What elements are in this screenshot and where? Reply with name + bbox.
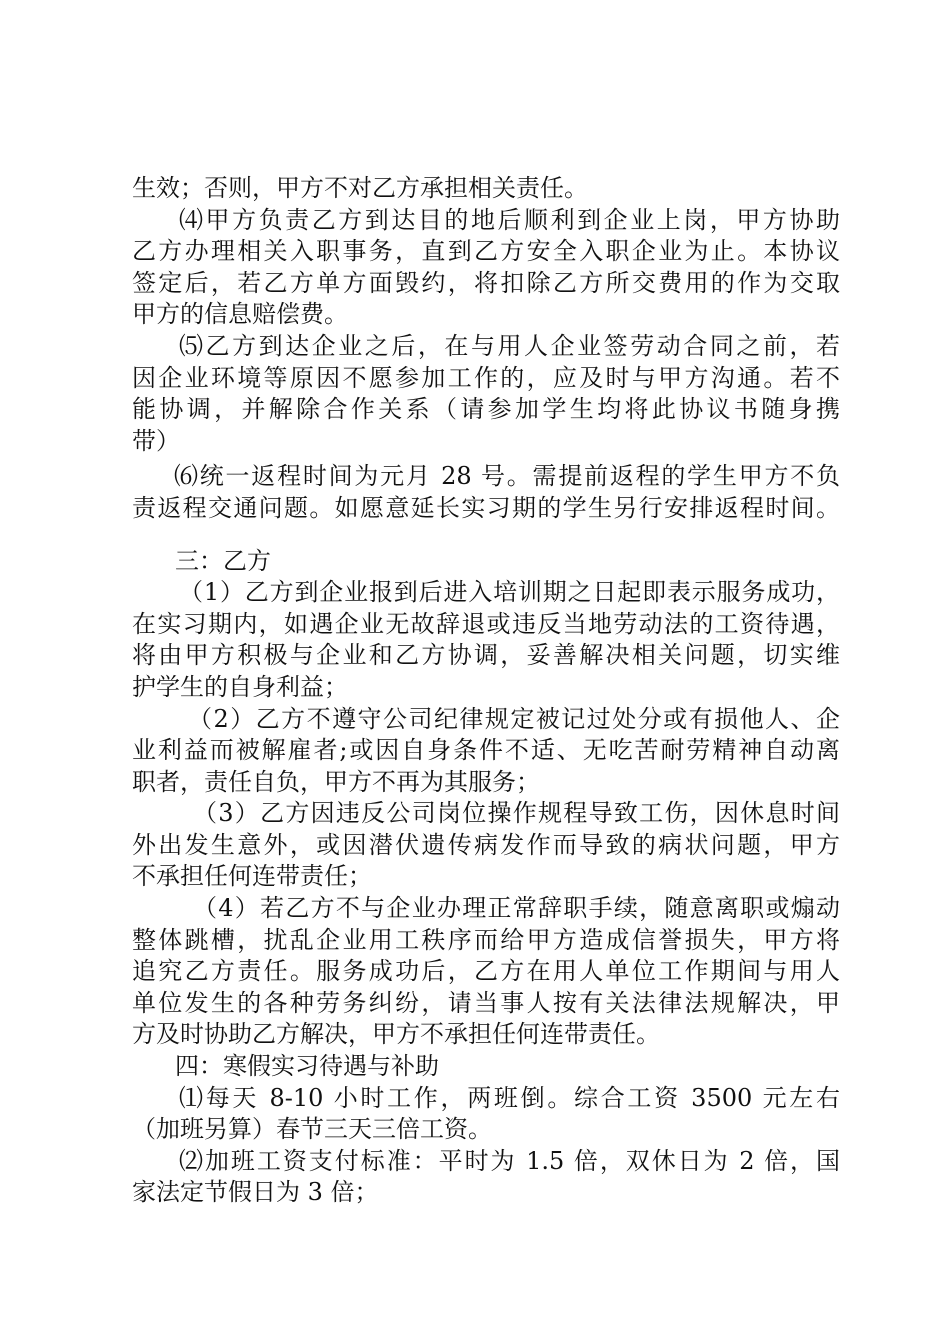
paragraph-line: 将由甲方积极与企业和乙方协调，妥善解决相关问题，切实维	[132, 641, 840, 670]
document-body	[132, 173, 840, 1209]
paragraph-line: 带）	[132, 426, 180, 455]
paragraph-line: 外出发生意外，或因潜伏遗传病发作而导致的病状问题，甲方	[132, 830, 840, 859]
paragraph-line: （加班另算）春节三天三倍工资。	[132, 1115, 492, 1144]
paragraph-line: 家法定节假日为 3 倍；	[132, 1178, 379, 1207]
paragraph-line: 追究乙方责任。服务成功后，乙方在用人单位工作期间与用人	[132, 957, 840, 986]
paragraph-line: 整体跳槽，扰乱企业用工秩序而给甲方造成信誉损失，甲方将	[132, 925, 840, 954]
paragraph-line: ⑴每天 8-10 小时工作，两班倒。综合工资 3500 元左右	[179, 1083, 840, 1112]
section-heading: 四：寒假实习待遇与补助	[175, 1052, 439, 1081]
paragraph-line: 业利益而被解雇者;或因自身条件不适、无吃苦耐劳精神自动离	[132, 736, 840, 765]
paragraph-line: 乙方办理相关入职事务，直到乙方安全入职企业为止。本协议	[132, 237, 840, 266]
paragraph-line: （1）乙方到企业报到后进入培训期之日起即表示服务成功，	[179, 578, 840, 607]
paragraph-line: 方及时协助乙方解决，甲方不承担任何连带责任。	[132, 1020, 660, 1049]
paragraph-line: ⑹统一返程时间为元月 28 号。需提前返程的学生甲方不负	[174, 462, 840, 491]
paragraph-line: 签定后，若乙方单方面毁约，将扣除乙方所交费用的作为交取	[132, 268, 840, 297]
paragraph-line: （2）乙方不遵守公司纪律规定被记过处分或有损他人、企	[188, 704, 840, 733]
paragraph-line: 职者，责任自负，甲方不再为其服务；	[132, 767, 540, 796]
spacer	[132, 525, 840, 546]
paragraph-line: 不承担任何连带责任；	[132, 862, 372, 891]
section-heading: 三：乙方	[175, 546, 271, 575]
paragraph-line: （4）若乙方不与企业办理正常辞职手续，随意离职或煽动	[193, 894, 840, 923]
paragraph-line: 甲方的信息赔偿费。	[132, 300, 348, 329]
paragraph-line: 护学生的自身利益；	[132, 672, 348, 701]
paragraph-line: 能协调，并解除合作关系（请参加学生均将此协议书随身携	[132, 395, 840, 424]
paragraph-line: （3）乙方因违反公司岗位操作规程导致工伤，因休息时间	[193, 799, 840, 828]
paragraph-line: 责返程交通问题。如愿意延长实习期的学生另行安排返程时间。	[132, 493, 840, 522]
paragraph-line: ⑷甲方负责乙方到达目的地后顺利到企业上岗，甲方协助	[179, 205, 840, 234]
paragraph-line: 单位发生的各种劳务纠纷，请当事人按有关法律法规解决，甲	[132, 988, 840, 1017]
paragraph-line: 生效；否则，甲方不对乙方承担相关责任。	[132, 174, 588, 202]
paragraph-line: 因企业环境等原因不愿参加工作的，应及时与甲方沟通。若不	[132, 363, 840, 392]
paragraph-line: ⑵加班工资支付标准：平时为 1.5 倍，双休日为 2 倍，国	[179, 1146, 840, 1175]
paragraph-line: ⑸乙方到达企业之后，在与用人企业签劳动合同之前，若	[179, 331, 840, 360]
paragraph-line: 在实习期内，如遇企业无故辞退或违反当地劳动法的工资待遇，	[132, 609, 840, 638]
